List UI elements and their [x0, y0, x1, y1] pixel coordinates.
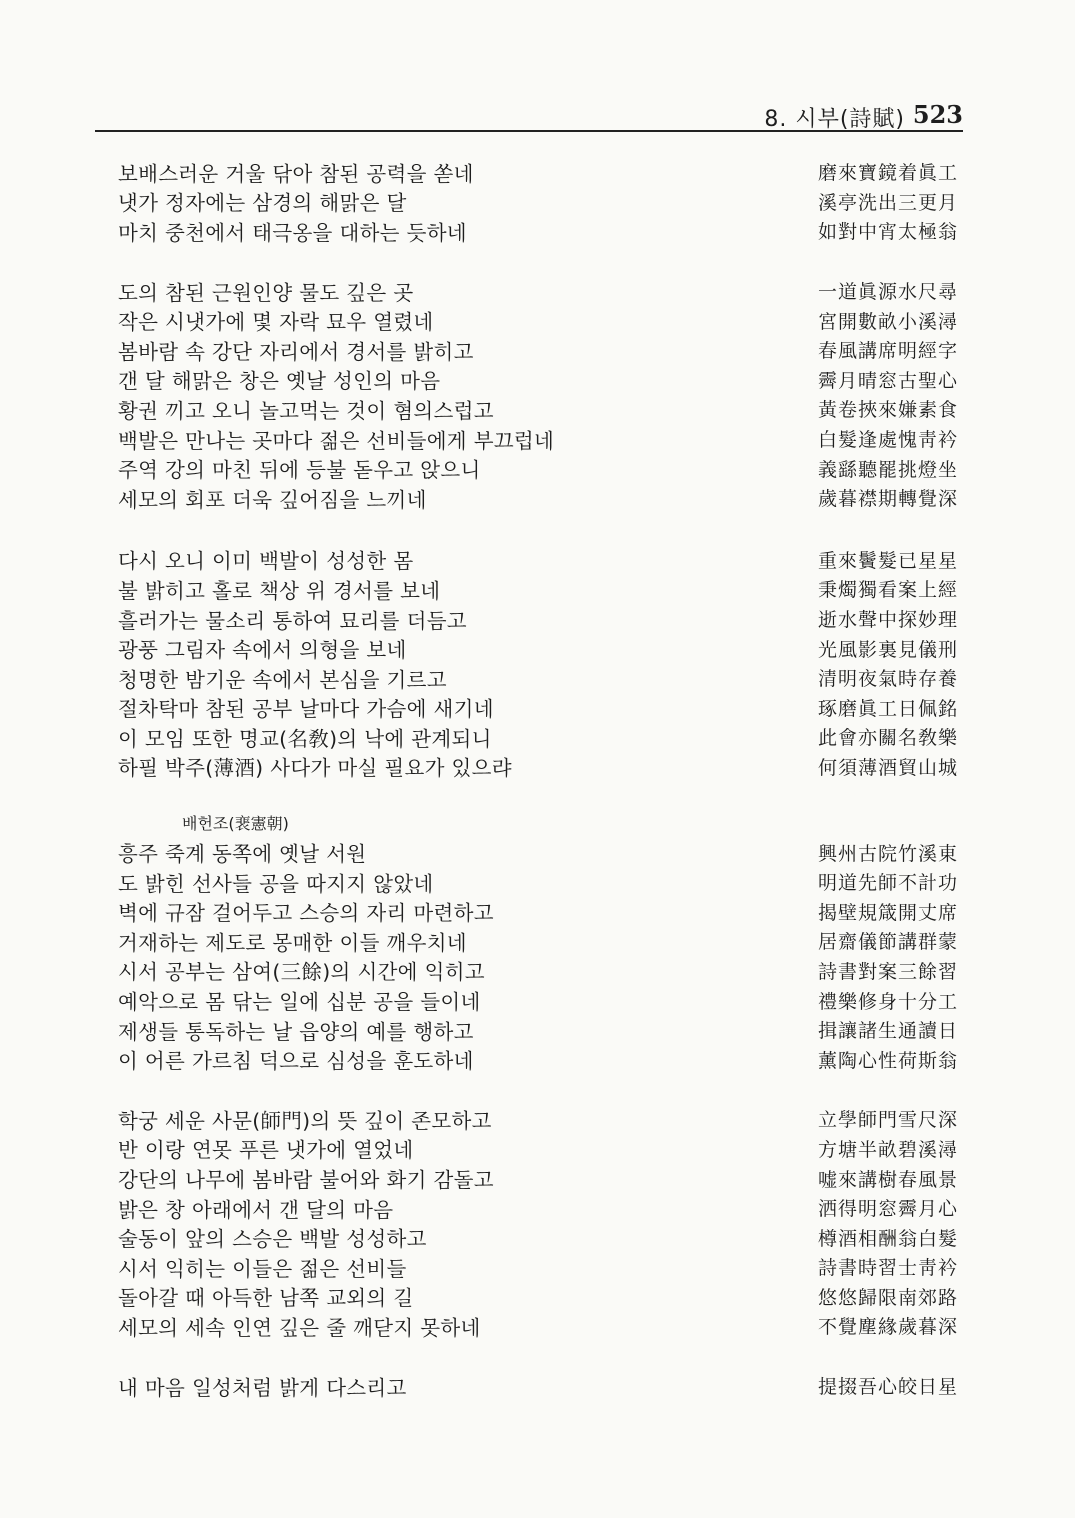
korean-translation: 거재하는 제도로 몽매한 이들 깨우치네: [118, 930, 467, 955]
chinese-original: 春風講席明經字: [818, 340, 959, 363]
korean-translation: 학궁 세운 사문(師門)의 뜻 깊이 존모하고: [118, 1108, 492, 1133]
stanza: [118, 1104, 958, 1341]
verse-line: [118, 1252, 958, 1282]
korean-translation: 백발은 만나는 곳마다 젊은 선비들에게 부끄럽네: [118, 428, 555, 453]
chinese-original: 何須薄酒貿山城: [818, 756, 959, 779]
chinese-original: 如對中宵太極翁: [818, 221, 959, 244]
verse-line: [118, 276, 958, 306]
verse-line: [118, 1193, 958, 1223]
chinese-original: 立學師門雪尺深: [818, 1109, 959, 1132]
korean-translation: 술동이 앞의 스승은 백발 성성하고: [118, 1227, 427, 1252]
verse-line: [118, 1311, 958, 1341]
korean-translation: 제생들 통독하는 날 읍양의 예를 행하고: [118, 1019, 474, 1044]
verse-line: [118, 305, 958, 335]
verse-line: [118, 956, 958, 986]
korean-translation: 흥주 죽계 동쪽에 옛날 서원: [118, 842, 367, 867]
verse-line: [118, 424, 958, 454]
korean-translation: 도 밝힌 선사들 공을 따지지 않았네: [118, 871, 434, 896]
chinese-original: 溪亭洗出三更月: [818, 191, 959, 214]
verse-line: [118, 722, 958, 752]
verse-line: [118, 545, 958, 575]
verse-line: [118, 693, 958, 723]
chinese-original: 此會亦關名敎樂: [818, 727, 959, 750]
korean-translation: 내 마음 일성처럼 밝게 다스리고: [118, 1375, 407, 1400]
stanza: [118, 276, 958, 513]
chinese-original: 悠悠歸限南郊路: [818, 1286, 959, 1309]
section-title: 8. 시부(詩賦): [764, 107, 905, 132]
korean-translation: 황권 끼고 오니 놀고먹는 것이 혐의스럽고: [118, 398, 494, 423]
chinese-original: 詩書時習士靑衿: [818, 1257, 959, 1280]
korean-translation: 주역 강의 마친 뒤에 등불 돋우고 앉으니: [118, 458, 481, 483]
korean-translation: 흘러가는 물소리 통하여 묘리를 더듬고: [118, 608, 467, 633]
chinese-original: 揖讓諸生通讀日: [818, 1020, 959, 1043]
chinese-original: 薰陶心性荷斯翁: [818, 1049, 959, 1072]
chinese-original: 禮樂修身十分工: [818, 990, 959, 1013]
verse-line: [118, 1044, 958, 1074]
korean-translation: 시서 익히는 이들은 젊은 선비들: [118, 1256, 407, 1281]
chinese-original: 光風影裏見儀刑: [818, 638, 959, 661]
chinese-original: 居齋儀節講群蒙: [818, 931, 959, 954]
verse-line: [118, 157, 958, 187]
korean-translation: 봄바람 속 강단 자리에서 경서를 밝히고: [118, 339, 474, 364]
stanza: [118, 811, 958, 1074]
verse-line: [118, 1163, 958, 1193]
korean-translation: 예악으로 몸 닦는 일에 십분 공을 들이네: [118, 990, 481, 1015]
chinese-original: 興州古院竹溪東: [818, 842, 959, 865]
chinese-original: 霽月晴窓古聖心: [818, 369, 959, 392]
verse-line: [118, 604, 958, 634]
chinese-original: 清明夜氣時存養: [818, 668, 959, 691]
chinese-original: 明道先師不計功: [818, 872, 959, 895]
verse-line: [118, 1104, 958, 1134]
verse-line: [118, 574, 958, 604]
korean-translation: 다시 오니 이미 백발이 성성한 몸: [118, 549, 414, 574]
chinese-original: 不覺塵緣歲暮深: [818, 1316, 959, 1339]
korean-translation: 작은 시냇가에 몇 자락 묘우 열렸네: [118, 310, 434, 335]
verse-line: [118, 1222, 958, 1252]
verse-line: [118, 365, 958, 395]
chinese-original: 一道眞源水尺尋: [818, 281, 959, 304]
korean-translation: 광풍 그림자 속에서 의형을 보네: [118, 638, 407, 663]
verse-line: [118, 896, 958, 926]
chinese-original: 宮開數畝小溪潯: [818, 310, 959, 333]
verse-line: [118, 1134, 958, 1164]
chinese-original: 詩書對案三餘習: [818, 960, 959, 983]
korean-translation: 세모의 회포 더욱 깊어짐을 느끼네: [118, 487, 427, 512]
verse-line: [118, 1282, 958, 1312]
korean-translation: 반 이랑 연못 푸른 냇가에 열었네: [118, 1138, 414, 1163]
chinese-original: 逝水聲中探妙理: [818, 609, 959, 632]
korean-translation: 강단의 나무에 봄바람 불어와 화기 감돌고: [118, 1168, 494, 1193]
chinese-original: 方塘半畝碧溪潯: [818, 1138, 959, 1161]
chinese-original: 洒得明窓霽月心: [818, 1198, 959, 1221]
korean-translation: 시서 공부는 삼여(三餘)의 시간에 익히고: [118, 960, 485, 985]
stanza: [118, 1371, 958, 1401]
verse-line: [118, 926, 958, 956]
verse-line: [118, 216, 958, 246]
verse-line: [118, 1015, 958, 1045]
verse-line: [118, 1371, 958, 1401]
chinese-original: 歲暮襟期轉覺深: [818, 488, 959, 511]
stanza: [118, 545, 958, 782]
chinese-original: 揭壁規箴開丈席: [818, 901, 959, 924]
korean-translation: 갠 달 해맑은 창은 옛날 성인의 마음: [118, 369, 441, 394]
korean-translation: 하필 박주(薄酒) 사다가 마실 필요가 있으랴: [118, 756, 512, 781]
korean-translation: 불 밝히고 홀로 책상 위 경서를 보네: [118, 578, 441, 603]
korean-translation: 벽에 규잠 걸어두고 스승의 자리 마련하고: [118, 901, 494, 926]
verse-line: [118, 985, 958, 1015]
verse-line: [118, 663, 958, 693]
korean-translation: 밝은 창 아래에서 갠 달의 마음: [118, 1197, 394, 1222]
korean-translation: 냇가 정자에는 삼경의 해맑은 달: [118, 191, 407, 216]
poem-author: 배헌조(裵憲朝): [182, 814, 289, 834]
chinese-original: 秉燭獨看案上經: [818, 579, 959, 602]
verse-line: [118, 453, 958, 483]
chinese-original: 磨來寶鏡着眞工: [818, 162, 959, 185]
verse-line: [118, 483, 958, 513]
stanza: [118, 157, 958, 246]
verse-line: [118, 187, 958, 217]
verse-line: [118, 752, 958, 782]
korean-translation: 돌아갈 때 아득한 남쪽 교외의 길: [118, 1286, 414, 1311]
verse-line: [118, 837, 958, 867]
korean-translation: 마치 중천에서 태극옹을 대하는 듯하네: [118, 220, 467, 245]
korean-translation: 이 어른 가르침 덕으로 심성을 훈도하네: [118, 1049, 474, 1074]
chinese-original: 樽酒相酬翁白髮: [818, 1227, 959, 1250]
chinese-original: 黃卷挾來嫌素食: [818, 399, 959, 422]
korean-translation: 세모의 세속 인연 깊은 줄 깨닫지 못하네: [118, 1315, 481, 1340]
poem-body: [118, 157, 958, 1430]
page-number: 523: [912, 100, 963, 129]
chinese-original: 重來鬢髮已星星: [818, 549, 959, 572]
korean-translation: 보배스러운 거울 닦아 참된 공력을 쏟네: [118, 161, 474, 186]
verse-line: [118, 867, 958, 897]
verse-line: [118, 633, 958, 663]
korean-translation: 도의 참된 근원인양 물도 깊은 곳: [118, 280, 414, 305]
verse-line: [118, 394, 958, 424]
chinese-original: 提掇吾心皎日星: [818, 1376, 959, 1399]
chinese-original: 琢磨眞工日佩銘: [818, 697, 959, 720]
chinese-original: 義繇聽罷挑燈坐: [818, 458, 959, 481]
chinese-original: 嘘來講樹春風景: [818, 1168, 959, 1191]
page-header: [95, 100, 963, 132]
verse-line: [118, 335, 958, 365]
korean-translation: 이 모임 또한 명교(名敎)의 낙에 관계되니: [118, 726, 492, 751]
korean-translation: 청명한 밤기운 속에서 본심을 기르고: [118, 667, 447, 692]
chinese-original: 白髮逢處愧靑衿: [818, 429, 959, 452]
korean-translation: 절차탁마 참된 공부 날마다 가슴에 새기네: [118, 697, 494, 722]
